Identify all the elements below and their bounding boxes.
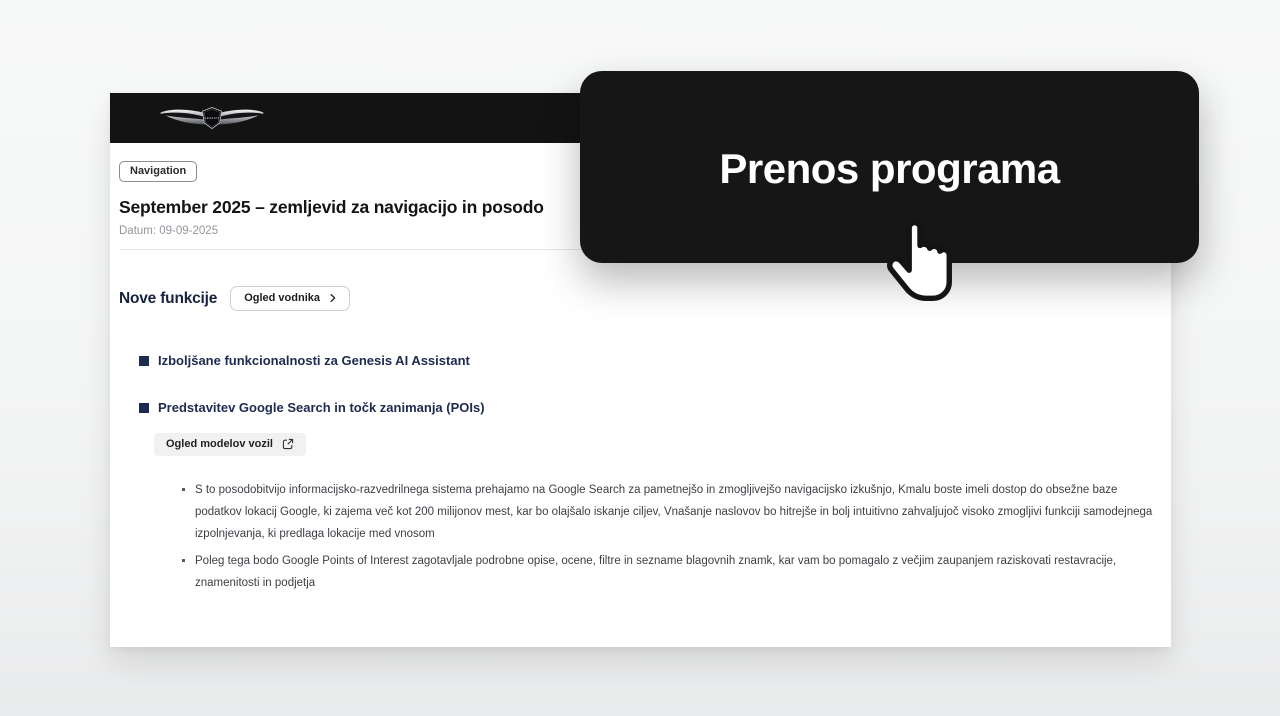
square-bullet-icon — [139, 403, 149, 413]
feature-heading-label: Izboljšane funkcionalnosti za Genesis AI Assistant — [158, 353, 470, 368]
feature-heading-label: Predstavitev Google Search in točk zanimanja (POIs) — [158, 400, 485, 415]
feature-list — [139, 353, 1161, 594]
page-title: September 2025 – zemljevid za navigacijo in posodo — [119, 197, 544, 217]
list-item: Poleg tega bodo Google Points of Interest zagotavljale podrobne opise, ocene, filtre in sezname blagovnih znamk, kar vam bo pomagalo z večjim zaupanjem raziskovati restavracije, znamenitosti in podjetja — [195, 550, 1155, 594]
logo-text: GENESIS — [204, 116, 220, 120]
section-header-row — [119, 286, 1161, 311]
genesis-logo-icon — [154, 103, 270, 133]
external-link-icon — [282, 438, 294, 450]
publish-date: Datum: 09-09-2025 — [119, 225, 219, 237]
view-vehicle-models-label: Ogled modelov vozil — [166, 438, 273, 450]
list-item: S to posodobitvijo informacijsko-razvedrilnega sistema prehajamo na Google Search za pametnejšo in zmogljivejšo navigacijsko izkušnjo, Kmalu boste imeli dostop do obsežne baze podatkov lokacij Google, ki zajema več kot 200 milijonov mest, kar bo olajšalo iskanje ciljev, Vnašanje naslovov bo hitrejše in bolj intuitivno zahvaljujoč visoko zmogljivi funkciji samodejnega izpolnjevanja, ki predlaga lokacije med vnosom — [195, 479, 1155, 545]
view-vehicle-models-button[interactable] — [154, 433, 306, 456]
square-bullet-icon — [139, 356, 149, 366]
chevron-right-icon — [330, 293, 336, 303]
view-guide-label: Ogled vodnika — [244, 292, 320, 304]
download-program-button[interactable]: Prenos programa — [580, 71, 1199, 263]
section-title: Nove funkcije — [119, 289, 218, 307]
view-guide-button[interactable] — [230, 286, 350, 311]
feature-heading-google-search — [139, 400, 1161, 415]
bullet-list — [139, 479, 1155, 594]
category-badge: Navigation — [119, 161, 197, 182]
feature-heading-ai-assistant — [139, 353, 1161, 368]
